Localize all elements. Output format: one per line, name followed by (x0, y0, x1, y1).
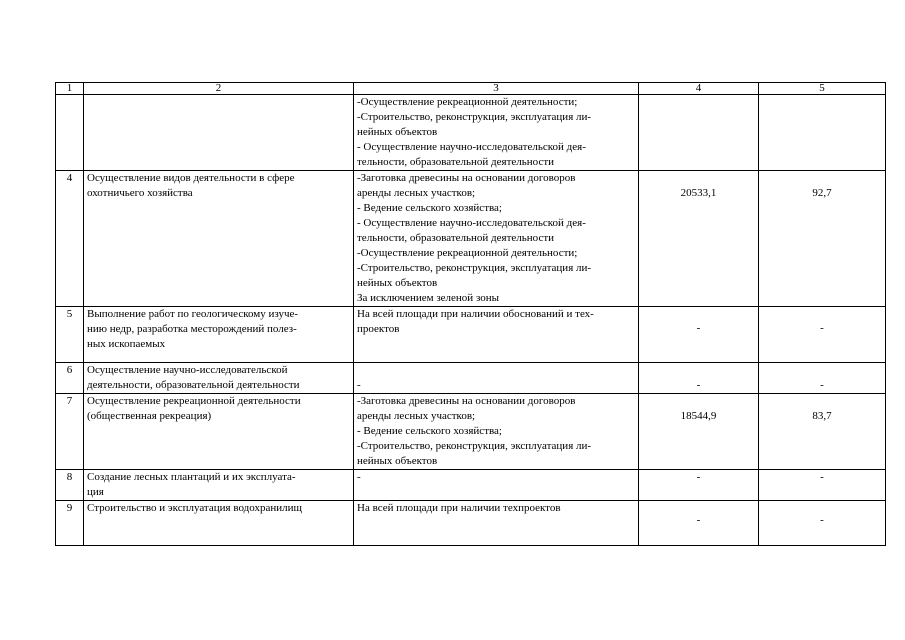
table-row (56, 363, 886, 394)
restriction-line: нейных объектов (357, 455, 438, 467)
percent-value: - (820, 514, 824, 526)
table-row (56, 470, 886, 501)
area-value: - (696, 322, 701, 334)
table-row (56, 307, 886, 363)
percent-cell (759, 307, 886, 363)
restriction-line: -Строительство, реконструкция, эксплуатация ли- (357, 111, 592, 123)
row-number (56, 95, 84, 171)
restriction-line: нейных объектов (357, 277, 438, 289)
restriction-line: аренды лесных участков; (357, 187, 476, 199)
activity-cell (84, 363, 354, 394)
activity-cell (84, 307, 354, 363)
restriction-line: На всей площади при наличии обоснований и тех- (357, 308, 594, 320)
forest-use-table (55, 82, 886, 546)
activity-line: Осуществление рекреационной деятельности (87, 395, 301, 407)
restriction-line: -Строительство, реконструкция, эксплуатация ли- (357, 262, 592, 274)
area-cell (639, 95, 759, 171)
restriction-line: - Осуществление научно-исследовательской дея- (357, 141, 586, 153)
restriction-line: нейных объектов (357, 126, 438, 138)
table-row (56, 501, 886, 546)
activity-line: Создание лесных плантаций и их эксплуата- (87, 471, 296, 483)
restriction-line: аренды лесных участков; (357, 410, 476, 422)
header-col-5: 5 (759, 83, 886, 95)
percent-value: 92,7 (812, 187, 832, 199)
header-col-1: 1 (56, 83, 84, 95)
percent-cell (759, 171, 886, 307)
area-cell (639, 501, 759, 546)
activity-cell (84, 394, 354, 470)
header-col-2: 2 (84, 83, 354, 95)
table-row (56, 95, 886, 171)
restrictions-cell (354, 470, 639, 501)
header-col-4: 4 (639, 83, 759, 95)
area-cell: - (639, 470, 759, 501)
restrictions-cell (354, 363, 639, 394)
header-col-3: 3 (354, 83, 639, 95)
activity-line: деятельности, образовательной деятельности (87, 379, 300, 391)
restriction-line: - (357, 471, 361, 483)
area-cell (639, 171, 759, 307)
restriction-line: -Осуществление рекреационной деятельности; (357, 96, 578, 108)
restriction-line: -Заготовка древесины на основании договоров (357, 395, 576, 407)
restriction-line: проектов (357, 323, 400, 335)
activity-line: Строительство и эксплуатация водохранилищ (87, 502, 302, 514)
activity-cell (84, 171, 354, 307)
row-number: 8 (56, 470, 84, 501)
restrictions-cell (354, 501, 639, 546)
area-value: - (696, 514, 701, 526)
activity-cell (84, 501, 354, 546)
percent-cell (759, 394, 886, 470)
percent-value: - (820, 379, 824, 391)
percent-cell (759, 363, 886, 394)
row-number: 4 (56, 171, 84, 307)
activity-line: Осуществление научно-исследовательской (87, 364, 288, 376)
area-cell (639, 363, 759, 394)
area-value: 18544,9 (680, 410, 717, 422)
area-value: - (696, 379, 701, 391)
restriction-line: - Ведение сельского хозяйства; (357, 202, 502, 214)
restriction-line: тельности, образовательной деятельности (357, 232, 555, 244)
restrictions-cell (354, 171, 639, 307)
restriction-line: На всей площади при наличии техпроектов (357, 502, 561, 514)
row-number: 9 (56, 501, 84, 546)
activity-line: нию недр, разработка месторождений полез- (87, 323, 297, 335)
percent-value: 83,7 (812, 410, 832, 422)
header-row (56, 83, 886, 95)
percent-value: - (820, 322, 824, 334)
area-value: 20533,1 (680, 187, 717, 199)
percent-cell (759, 501, 886, 546)
row-number: 6 (56, 363, 84, 394)
restriction-line: -Осуществление рекреационной деятельности; (357, 247, 578, 259)
restriction-line: За исключением зеленой зоны (357, 292, 500, 304)
activity-cell (84, 95, 354, 171)
table-row (56, 394, 886, 470)
row-number: 5 (56, 307, 84, 363)
activity-line: Осуществление видов деятельности в сфере (87, 172, 295, 184)
area-cell (639, 307, 759, 363)
activity-line: ция (87, 486, 104, 498)
restrictions-cell (354, 307, 639, 363)
activity-line: ных ископаемых (87, 338, 166, 350)
restriction-line: - (357, 379, 361, 391)
restriction-line: -Заготовка древесины на основании договоров (357, 172, 576, 184)
percent-cell: - (759, 470, 886, 501)
restrictions-cell (354, 394, 639, 470)
percent-cell (759, 95, 886, 171)
restriction-line: - Осуществление научно-исследовательской дея- (357, 217, 586, 229)
restriction-line: тельности, образовательной деятельности (357, 156, 555, 168)
row-number: 7 (56, 394, 84, 470)
restriction-line: - Ведение сельского хозяйства; (357, 425, 502, 437)
activity-line: охотничьего хозяйства (87, 187, 193, 199)
activity-line: (общественная рекреация) (87, 410, 212, 422)
restrictions-cell (354, 95, 639, 171)
area-cell (639, 394, 759, 470)
activity-line: Выполнение работ по геологическому изуче- (87, 308, 299, 320)
activity-cell (84, 470, 354, 501)
table-row (56, 171, 886, 307)
restriction-line: -Строительство, реконструкция, эксплуатация ли- (357, 440, 592, 452)
